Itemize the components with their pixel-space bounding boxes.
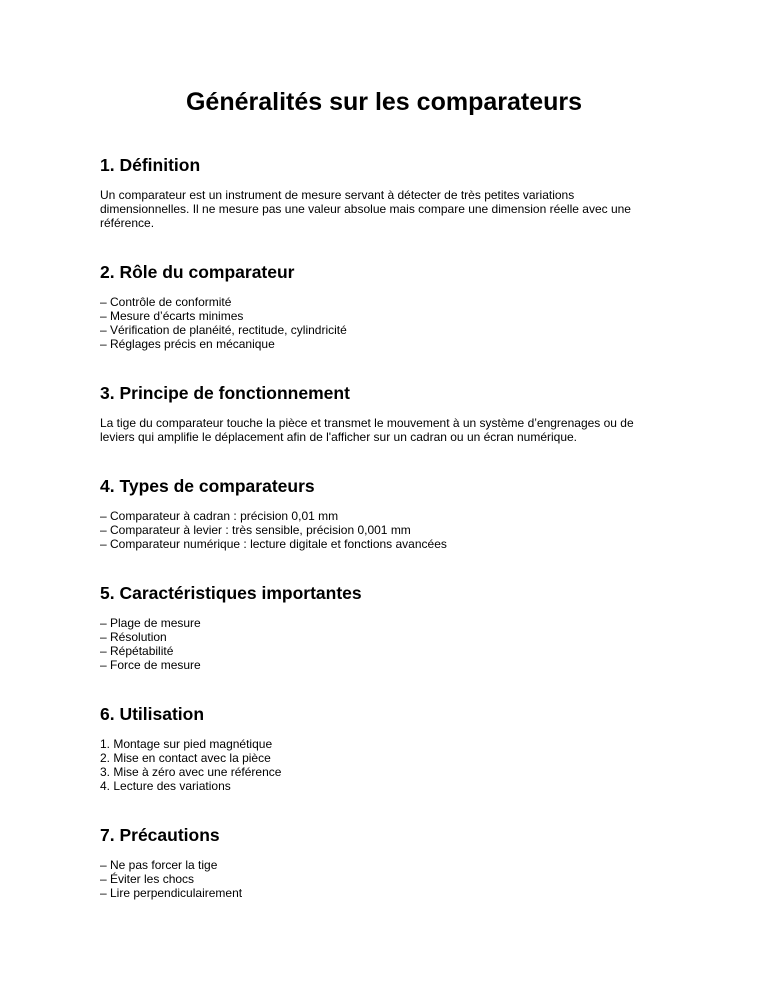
list-item: – Lire perpendiculairement (100, 886, 243, 900)
list-item: – Réglages précis en mécanique (100, 337, 275, 351)
section-precautions (100, 825, 668, 900)
section-types (100, 476, 668, 551)
section-definition (100, 155, 668, 230)
list-item: – Comparateur à levier : très sensible, précision 0,001 mm (100, 523, 411, 537)
list-item: – Comparateur numérique : lecture digitale et fonctions avancées (100, 537, 447, 551)
list-item: – Éviter les chocs (100, 872, 195, 886)
document-title: Généralités sur les comparateurs (185, 88, 583, 116)
list-item: – Résolution (100, 630, 167, 644)
list-item: – Mesure d’écarts minimes (100, 309, 244, 323)
section-paragraph (100, 188, 660, 230)
list-item: 2. Mise en contact avec la pièce (100, 751, 271, 765)
paragraph-text: La tige du comparateur touche la pièce et transmet le mouvement à un système d’engrenages ou de leviers qui amplifie le déplacement afin de l'afficher sur un cadran ou un écran numérique. (100, 416, 634, 444)
list-item: – Ne pas forcer la tige (100, 858, 218, 872)
list-item: 3. Mise à zéro avec une référence (100, 765, 282, 779)
list-item: – Répétabilité (100, 644, 174, 658)
list-item: – Comparateur à cadran : précision 0,01 mm (100, 509, 339, 523)
section-heading: 2. Rôle du comparateur (100, 262, 295, 282)
section-caracteristiques (100, 583, 668, 672)
section-list (100, 616, 660, 672)
list-item: 4. Lecture des variations (100, 779, 231, 793)
section-list (100, 858, 660, 900)
section-paragraph (100, 416, 660, 444)
list-item: 1. Montage sur pied magnétique (100, 737, 273, 751)
section-heading: 3. Principe de fonctionnement (100, 383, 350, 403)
section-list (100, 295, 660, 351)
section-list (100, 509, 660, 551)
section-utilisation (100, 704, 668, 793)
section-role (100, 262, 668, 351)
paragraph-text: Un comparateur est un instrument de mesure servant à détecter de très petites variations dimensionnelles. Il ne mesure pas une valeur absolue mais compare une dimension réelle avec une référence. (100, 188, 631, 230)
section-heading: 5. Caractéristiques importantes (100, 583, 362, 603)
section-list (100, 737, 660, 793)
list-item: – Plage de mesure (100, 616, 201, 630)
list-item: – Vérification de planéité, rectitude, cylindricité (100, 323, 347, 337)
section-principe (100, 383, 668, 444)
section-heading: 1. Définition (100, 155, 201, 175)
section-heading: 7. Précautions (100, 825, 220, 845)
list-item: – Force de mesure (100, 658, 201, 672)
section-heading: 6. Utilisation (100, 704, 205, 724)
section-heading: 4. Types de comparateurs (100, 476, 315, 496)
list-item: – Contrôle de conformité (100, 295, 232, 309)
